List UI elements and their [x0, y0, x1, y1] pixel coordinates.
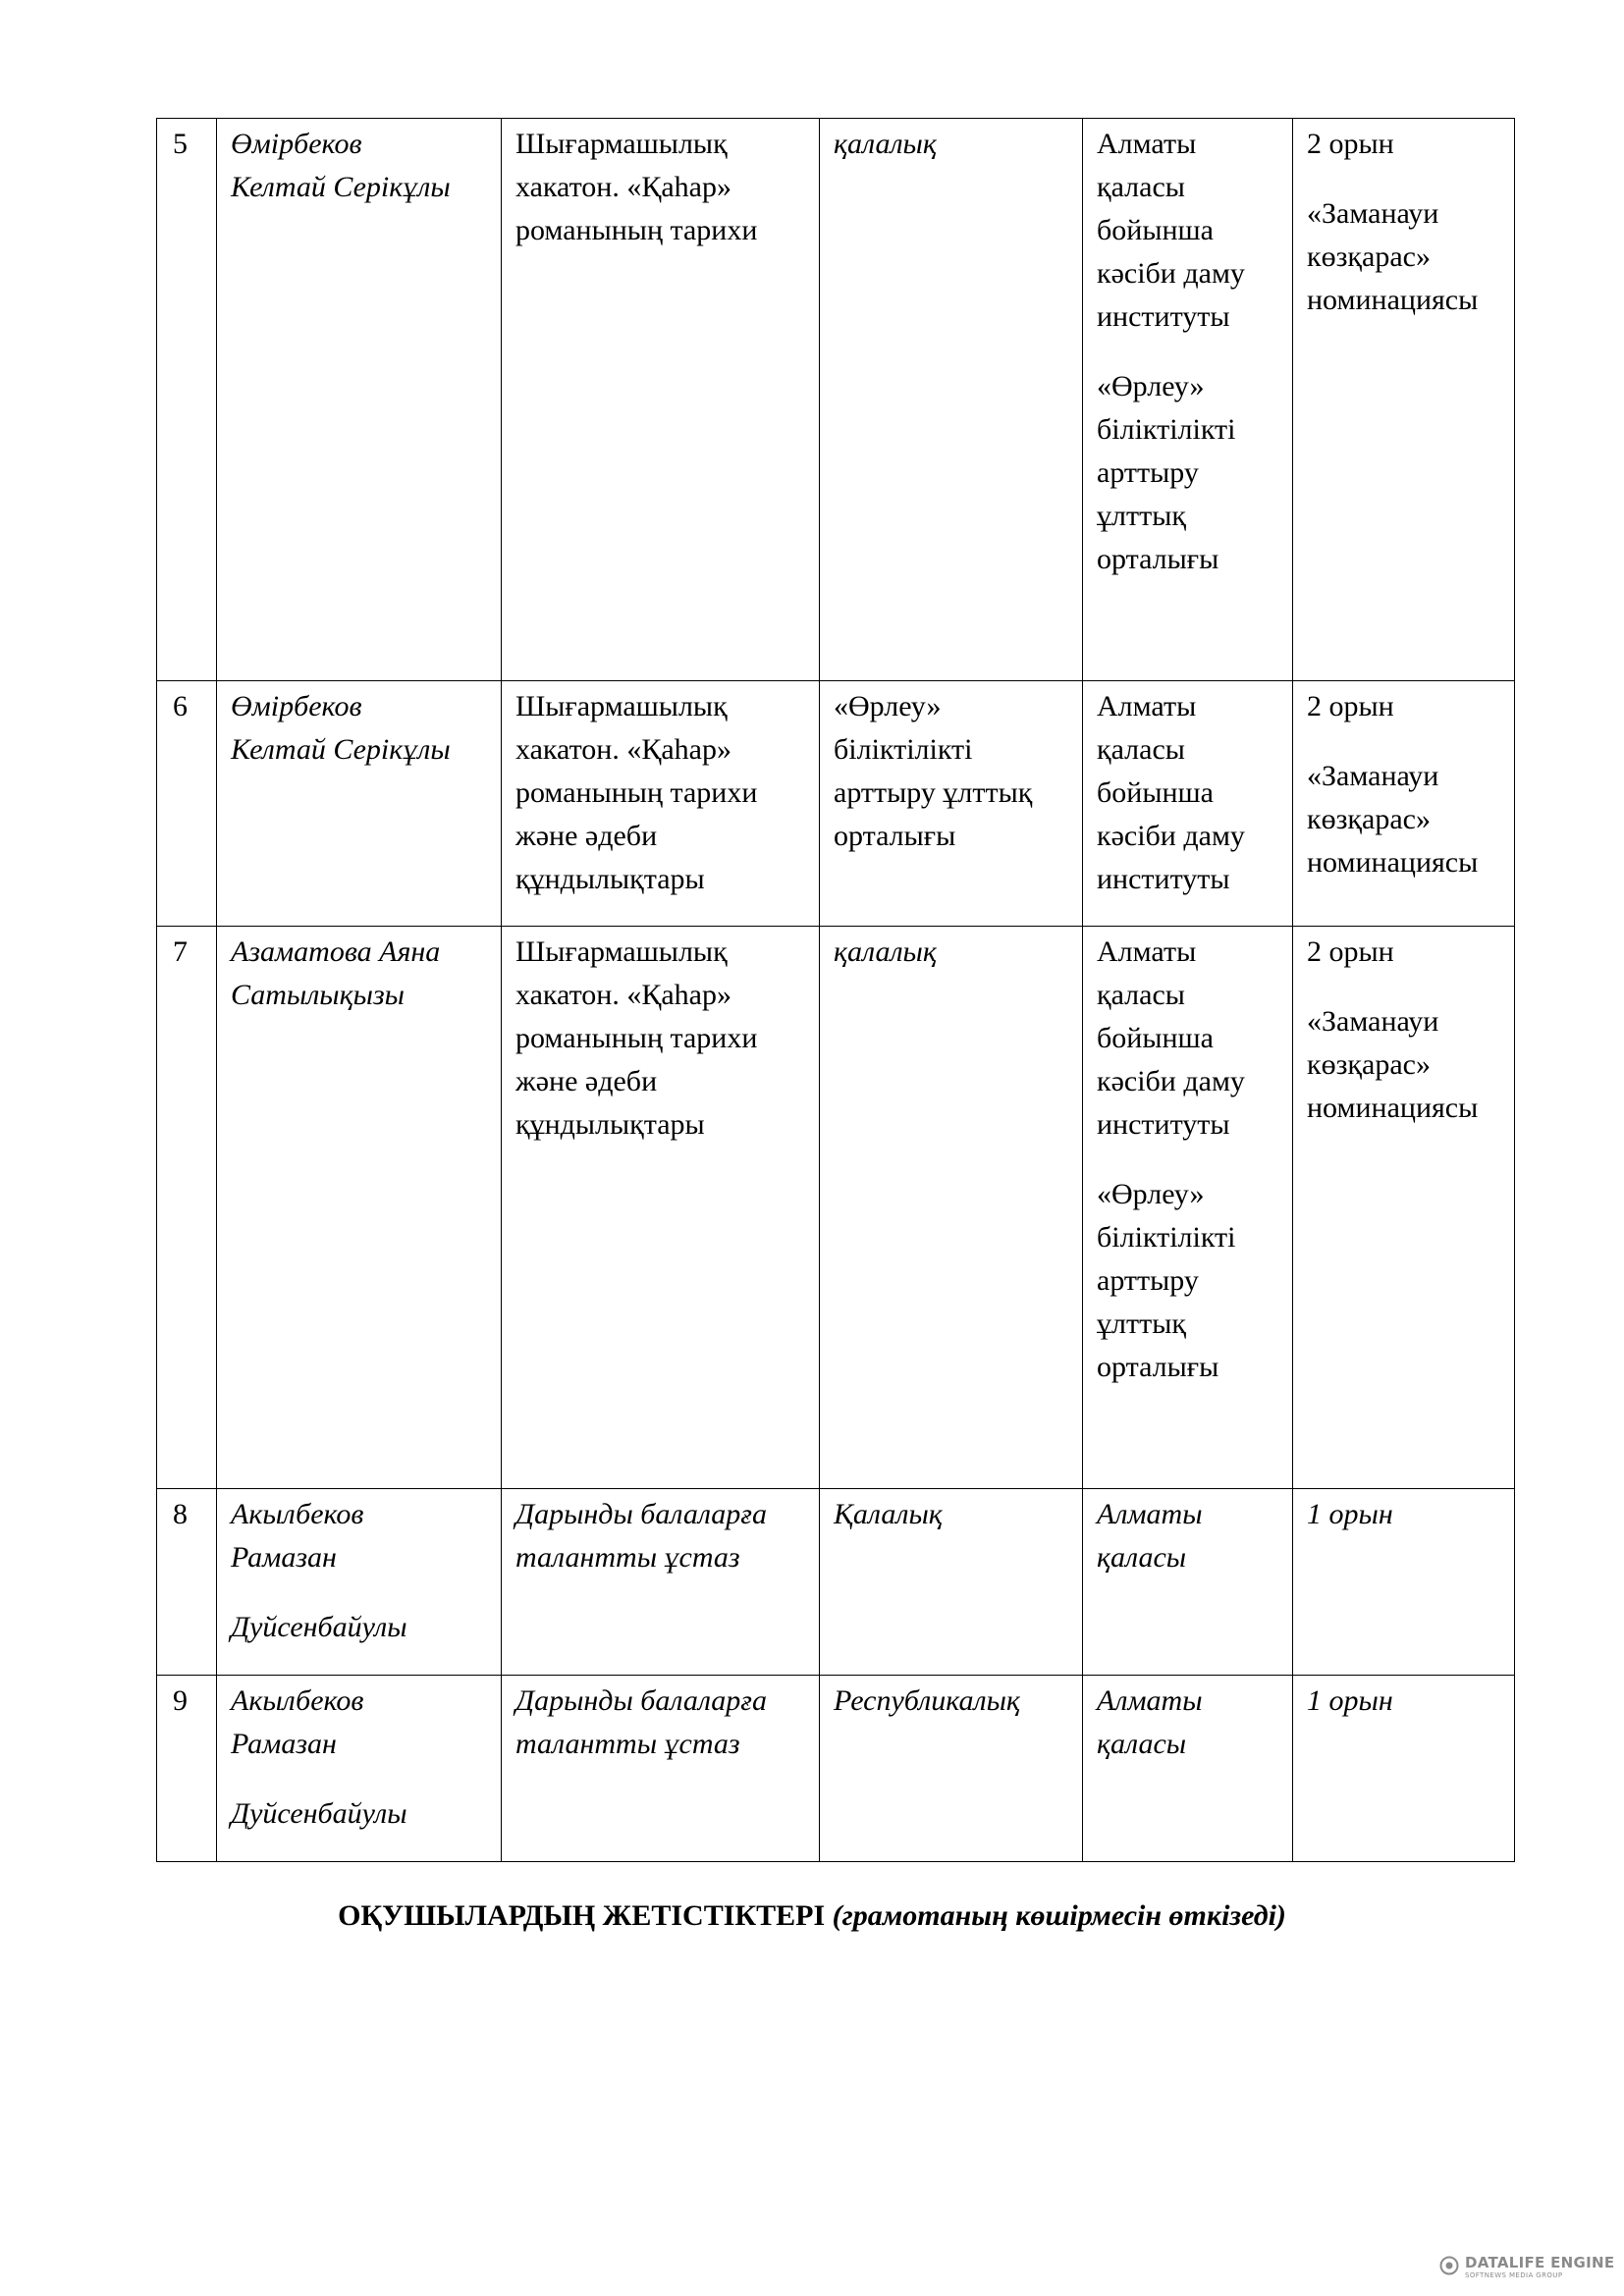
nomination-text: «Заманауи көзқарас» номинациясы: [1307, 197, 1479, 316]
table-row: [157, 119, 1515, 681]
result-cell: [1293, 1676, 1515, 1862]
organizer-text: Алматы қаласы: [1097, 1498, 1203, 1574]
nomination-text: «Заманауи көзқарас» номинациясы: [1307, 1005, 1479, 1124]
student-name-cell: [217, 119, 502, 681]
table-row: [157, 1489, 1515, 1676]
topic-text: Шығармашылық хакатон. «Қаһар» романының тарихи: [515, 128, 758, 246]
row-number: 8: [157, 1489, 217, 1676]
nomination-text: «Заманауи көзқарас» номинациясы: [1307, 760, 1479, 879]
eye-logo-icon: [1439, 2256, 1459, 2279]
organizer-cell: [1083, 1489, 1293, 1676]
section-heading-note: (грамотаның көшірмесін өткізеді): [832, 1899, 1286, 1932]
result-cell: [1293, 927, 1515, 1489]
student-name-cell: [217, 1676, 502, 1862]
table-row: [157, 927, 1515, 1489]
level-text: қалалық: [834, 128, 937, 160]
organizer-text: Алматы қаласы бойынша кәсіби даму институты: [1097, 128, 1245, 333]
student-name-cell: [217, 927, 502, 1489]
organizer-cell: [1083, 927, 1293, 1489]
name-text: Азаматова Аяна Сатылықызы: [231, 935, 441, 1011]
row-number: 7: [157, 927, 217, 1489]
level-cell: [820, 119, 1083, 681]
student-name-cell: [217, 681, 502, 927]
topic-text: Дарынды балаларға талантты ұстаз: [515, 1684, 767, 1760]
organizer-text: Алматы қаласы: [1097, 1684, 1203, 1760]
organizer-text: Алматы қаласы бойынша кәсіби даму институты: [1097, 935, 1245, 1141]
place-text: 2 орын: [1307, 690, 1394, 722]
topic-cell: [502, 119, 820, 681]
topic-text: Шығармашылық хакатон. «Қаһар» романының тарихи және әдеби құндылықтары: [515, 690, 758, 895]
topic-cell: [502, 927, 820, 1489]
level-cell: [820, 927, 1083, 1489]
organizer-text: «Өрлеу» біліктілікті арттыру ұлттық орталығы: [1097, 1178, 1236, 1383]
achievements-table: [156, 118, 1515, 1862]
organizer-cell: [1083, 681, 1293, 927]
level-cell: [820, 681, 1083, 927]
table-row: [157, 1676, 1515, 1862]
student-name-cell: [217, 1489, 502, 1676]
level-cell: [820, 1676, 1083, 1862]
name-text: Акылбеков Рамазан: [231, 1498, 364, 1574]
organizer-cell: [1083, 119, 1293, 681]
watermark-subtitle: SOFTNEWS MEDIA GROUP: [1465, 2271, 1563, 2279]
section-heading: [0, 1896, 1624, 1936]
level-text: Республикалық: [834, 1684, 1020, 1717]
name-text: Өмірбеков Келтай Серікұлы: [231, 690, 451, 766]
topic-text: Шығармашылық хакатон. «Қаһар» романының тарихи және әдеби құндылықтары: [515, 935, 758, 1141]
watermark: [1439, 2256, 1614, 2279]
topic-cell: [502, 681, 820, 927]
organizer-cell: [1083, 1676, 1293, 1862]
topic-cell: [502, 1489, 820, 1676]
patronymic-text: Дуйсенбайулы: [231, 1797, 407, 1830]
organizer-text: Алматы қаласы бойынша кәсіби даму институты: [1097, 690, 1245, 895]
section-heading-title: ОҚУШЫЛАРДЫҢ ЖЕТІСТІКТЕРІ: [338, 1899, 826, 1932]
place-text: 1 орын: [1307, 1498, 1393, 1530]
level-text: қалалық: [834, 935, 937, 968]
place-text: 2 орын: [1307, 935, 1394, 968]
table-row: [157, 681, 1515, 927]
row-number: 6: [157, 681, 217, 927]
level-text: Қалалық: [834, 1498, 943, 1530]
result-cell: [1293, 681, 1515, 927]
level-text: «Өрлеу» біліктілікті арттыру ұлттық орталығы: [834, 690, 1033, 852]
place-text: 1 орын: [1307, 1684, 1393, 1717]
row-number: 5: [157, 119, 217, 681]
name-text: Акылбеков Рамазан: [231, 1684, 364, 1760]
result-cell: [1293, 119, 1515, 681]
organizer-text: «Өрлеу» біліктілікті арттыру ұлттық орталығы: [1097, 370, 1236, 575]
topic-text: Дарынды балаларға талантты ұстаз: [515, 1498, 767, 1574]
level-cell: [820, 1489, 1083, 1676]
place-text: 2 орын: [1307, 128, 1394, 160]
patronymic-text: Дуйсенбайулы: [231, 1611, 407, 1643]
result-cell: [1293, 1489, 1515, 1676]
watermark-title: DATALIFE ENGINE: [1465, 2254, 1615, 2271]
row-number: 9: [157, 1676, 217, 1862]
topic-cell: [502, 1676, 820, 1862]
name-text: Өмірбеков Келтай Серікұлы: [231, 128, 451, 203]
